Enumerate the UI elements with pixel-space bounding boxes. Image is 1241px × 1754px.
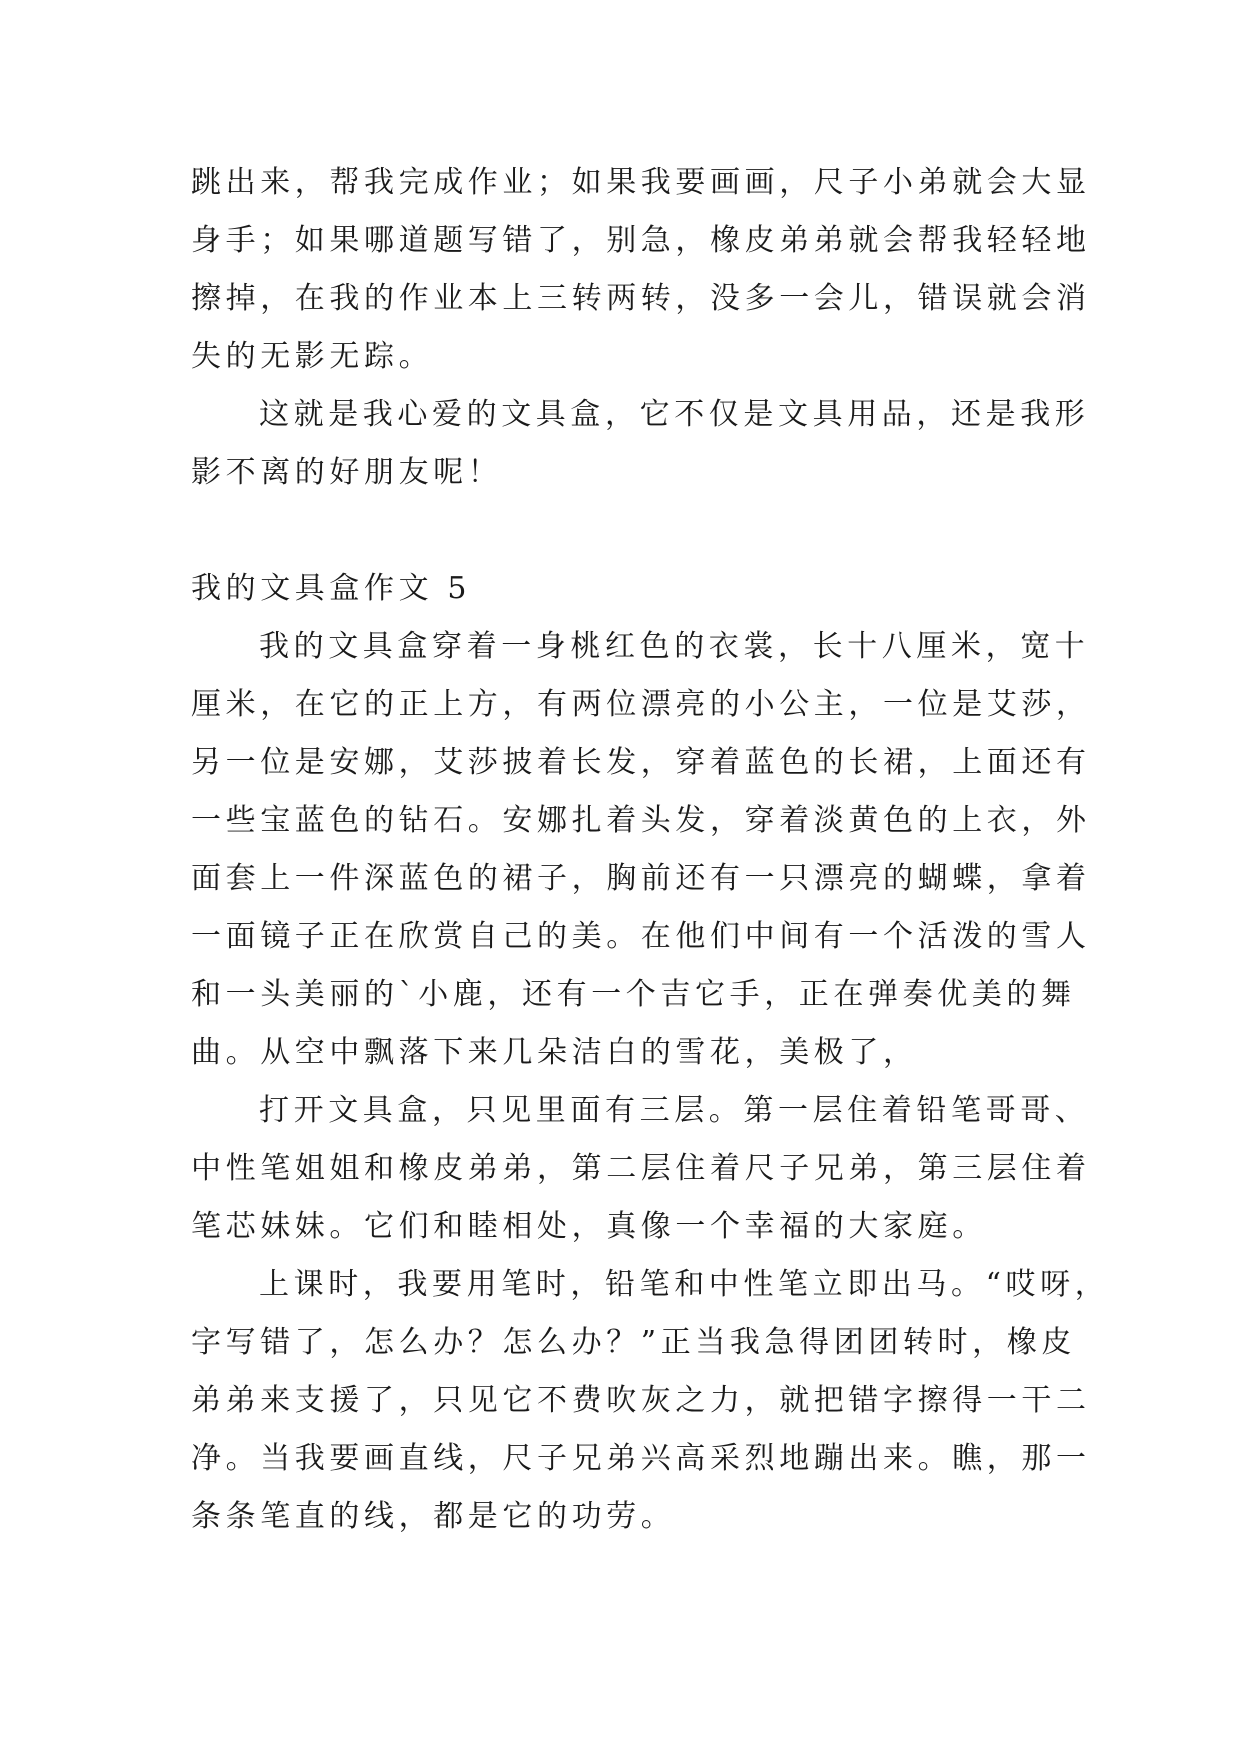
section-title: 我的文具盒作文 5	[191, 571, 472, 606]
text-line: 打开文具盒，只见里面有三层。第一层住着铅笔哥哥、	[259, 1093, 1090, 1128]
text-line: 弟弟来支援了，只见它不费吹灰之力，就把错字擦得一干二	[191, 1383, 1091, 1418]
text-line: 厘米，在它的正上方，有两位漂亮的小公主，一位是艾莎，	[191, 687, 1091, 722]
text-line: 擦掉，在我的作业本上三转两转，没多一会儿，错误就会消	[191, 281, 1091, 316]
text-line: 笔芯妹妹。它们和睦相处，真像一个幸福的大家庭。	[191, 1209, 987, 1244]
text-line: 跳出来，帮我完成作业；如果我要画画，尺子小弟就会大显	[191, 165, 1091, 200]
text-line: 身手；如果哪道题写错了，别急，橡皮弟弟就会帮我轻轻地	[191, 223, 1091, 258]
text-line: 字写错了，怎么办？怎么办？”正当我急得团团转时，橡皮	[191, 1325, 1076, 1360]
text-line: 我的文具盒穿着一身桃红色的衣裳，长十八厘米，宽十	[259, 629, 1090, 664]
text-line: 一面镜子正在欣赏自己的美。在他们中间有一个活泼的雪人	[191, 919, 1091, 954]
text-line: 净。当我要画直线，尺子兄弟兴高采烈地蹦出来。瞧，那一	[191, 1441, 1091, 1476]
text-line: 面套上一件深蓝色的裙子，胸前还有一只漂亮的蝴蝶，拿着	[191, 861, 1091, 896]
text-line: 失的无影无踪。	[191, 339, 434, 374]
text-line: 中性笔姐姐和橡皮弟弟，第二层住着尺子兄弟，第三层住着	[191, 1151, 1091, 1186]
text-line: 一些宝蓝色的钻石。安娜扎着头发，穿着淡黄色的上衣，外	[191, 803, 1091, 838]
text-line: 上课时，我要用笔时，铅笔和中性笔立即出马。“哎呀，	[259, 1267, 1110, 1302]
text-line: 条条笔直的线，都是它的功劳。	[191, 1499, 676, 1534]
text-line: 这就是我心爱的文具盒，它不仅是文具用品，还是我形	[259, 397, 1090, 432]
text-line: 另一位是安娜，艾莎披着长发，穿着蓝色的长裙，上面还有	[191, 745, 1091, 780]
text-line: 影不离的好朋友呢！	[191, 455, 503, 490]
text-line: 和一头美丽的`小鹿，还有一个吉它手，正在弹奏优美的舞	[191, 977, 1076, 1012]
text-line: 曲。从空中飘落下来几朵洁白的雪花，美极了，	[191, 1035, 918, 1070]
